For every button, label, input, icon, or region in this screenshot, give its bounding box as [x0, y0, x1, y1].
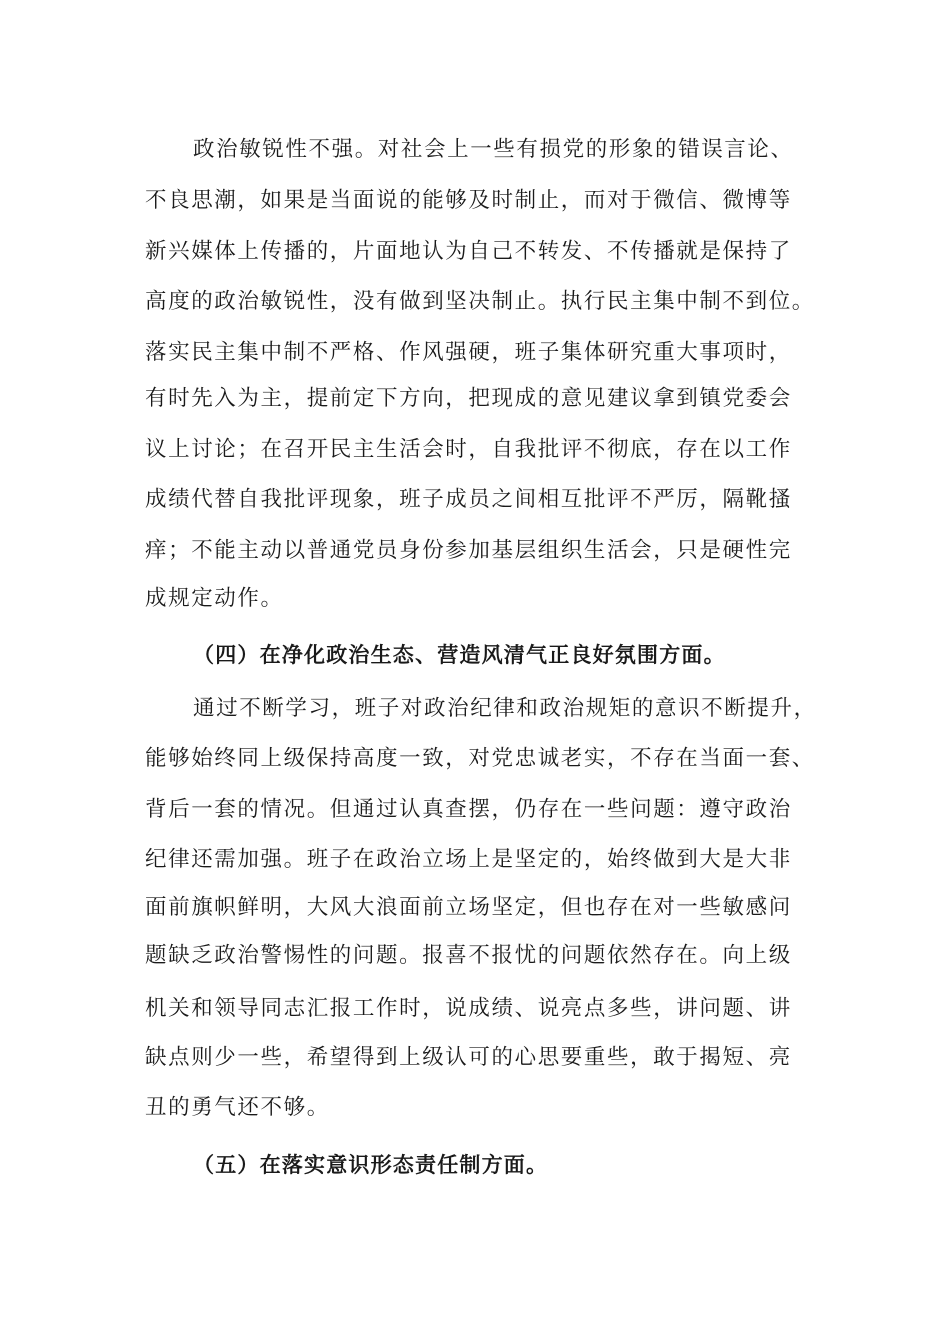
paragraph-line: 成绩代替自我批评现象，班子成员之间相互批评不严厉，隔靴搔	[145, 487, 792, 512]
paragraph-line: 政治敏锐性不强。对社会上一些有损党的形象的错误言论、	[193, 137, 794, 162]
paragraph-line: 纪律还需加强。班子在政治立场上是坚定的，始终做到大是大非	[145, 847, 792, 872]
section-heading-5: （五）在落实意识形态责任制方面。	[193, 1153, 549, 1177]
paragraph-line: 丑的勇气还不够。	[145, 1095, 330, 1120]
paragraph-line: 议上讨论；在召开民主生活会时，自我批评不彻底，存在以工作	[145, 437, 792, 462]
paragraph-line: 有时先入为主，提前定下方向，把现成的意见建议拿到镇党委会	[145, 386, 792, 411]
paragraph-line: 高度的政治敏锐性，没有做到坚决制止。执行民主集中制不到位。	[145, 289, 815, 314]
paragraph-line: 缺点则少一些，希望得到上级认可的心思要重些，敢于揭短、亮	[145, 1045, 792, 1070]
paragraph-line: 面前旗帜鲜明，大风大浪面前立场坚定，但也存在对一些敏感问	[145, 895, 792, 920]
paragraph-line: 题缺乏政治警惕性的问题。报喜不报忧的问题依然存在。向上级	[145, 943, 792, 968]
paragraph-line: 痒；不能主动以普通党员身份参加基层组织生活会，只是硬性完	[145, 538, 792, 563]
paragraph-line: 通过不断学习，班子对政治纪律和政治规矩的意识不断提升，	[193, 696, 817, 721]
paragraph-line: 落实民主集中制不严格、作风强硬，班子集体研究重大事项时，	[145, 340, 792, 365]
paragraph-line: 背后一套的情况。但通过认真查摆，仍存在一些问题：遵守政治	[145, 797, 792, 822]
paragraph-line: 机关和领导同志汇报工作时，说成绩、说亮点多些，讲问题、讲	[145, 996, 792, 1021]
paragraph-line: 成规定动作。	[145, 586, 284, 611]
paragraph-line: 新兴媒体上传播的，片面地认为自己不转发、不传播就是保持了	[145, 239, 792, 264]
section-heading-4: （四）在净化政治生态、营造风清气正良好氛围方面。	[193, 643, 726, 667]
paragraph-line: 能够始终同上级保持高度一致，对党忠诚老实，不存在当面一套、	[145, 746, 815, 771]
paragraph-line: 不良思潮，如果是当面说的能够及时制止，而对于微信、微博等	[145, 188, 792, 213]
